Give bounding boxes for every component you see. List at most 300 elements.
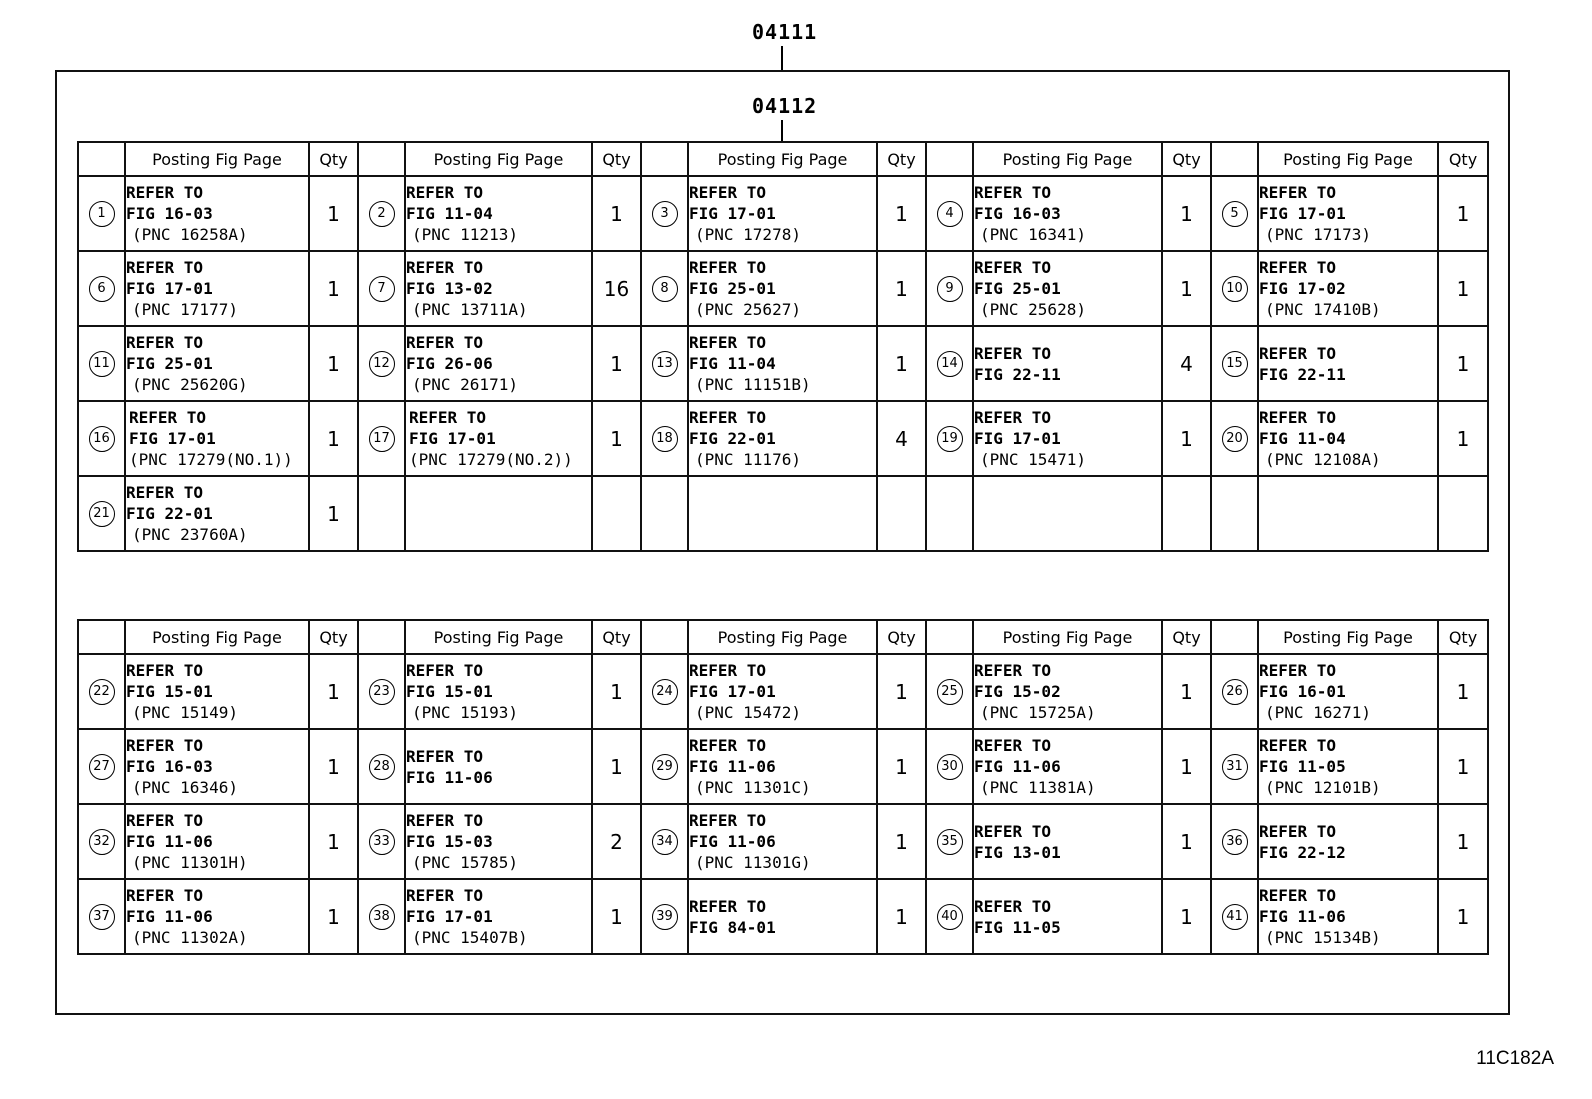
callout-number: 17: [369, 426, 395, 452]
qty-value: 1: [895, 351, 908, 376]
header-qty: Qty: [592, 142, 641, 176]
parts-table-1: [77, 141, 1489, 552]
callout-cell: [358, 804, 405, 879]
pnc-text: (PNC 15149): [132, 703, 238, 722]
header-blank: [641, 620, 688, 654]
callout-cell: [1211, 729, 1258, 804]
qty-cell: [309, 879, 358, 954]
qty-value: 1: [1456, 426, 1470, 451]
callout-number: 32: [89, 829, 115, 855]
header-row: [78, 142, 1488, 176]
fig-reference-text: FIG 26-06: [406, 354, 493, 373]
refer-to-text: REFER TO: [126, 483, 204, 502]
reference-cell: [125, 729, 309, 804]
reference-cell: [973, 401, 1162, 476]
callout-number: 27: [89, 754, 115, 780]
fig-reference-text: FIG 11-05: [974, 917, 1061, 937]
callout-cell: [358, 176, 405, 251]
qty-cell: [592, 476, 641, 551]
fig-reference-text: FIG 13-02: [406, 279, 493, 298]
callout-number: 35: [937, 829, 963, 855]
qty-cell: [1162, 804, 1211, 879]
qty-value: 1: [327, 201, 340, 226]
fig-reference-text: FIG 17-02: [1259, 279, 1346, 298]
callout-cell: [926, 176, 973, 251]
reference-cell: [688, 401, 877, 476]
header-qty: Qty: [877, 620, 926, 654]
qty-value: 1: [1456, 829, 1470, 854]
qty-cell: [1438, 401, 1488, 476]
fig-reference-text: FIG 11-06: [689, 832, 776, 851]
callout-cell: [358, 729, 405, 804]
refer-to-text: REFER TO: [409, 408, 487, 427]
refer-to-text: REFER TO: [1259, 661, 1337, 680]
fig-reference-text: FIG 22-11: [974, 364, 1061, 384]
pnc-text: (PNC 25620G): [132, 375, 248, 394]
qty-cell: [309, 401, 358, 476]
pnc-text: (PNC 26171): [412, 375, 518, 394]
callout-number: 4: [937, 201, 963, 227]
pnc-text: (PNC 15472): [695, 703, 801, 722]
fig-reference-text: FIG 17-01: [689, 204, 776, 223]
table-row: [78, 879, 1488, 954]
qty-value: 1: [327, 829, 340, 854]
callout-number: 30: [937, 754, 963, 780]
refer-to-text: REFER TO: [974, 661, 1052, 680]
callout-number: 16: [89, 426, 115, 452]
table-row: [78, 326, 1488, 401]
fig-reference-text: FIG 11-06: [126, 832, 213, 851]
callout-number: 2: [369, 201, 395, 227]
refer-to-text: REFER TO: [126, 183, 204, 202]
refer-to-text: REFER TO: [689, 258, 767, 277]
header-blank: [641, 142, 688, 176]
refer-to-text: REFER TO: [974, 821, 1052, 841]
refer-to-text: REFER TO: [689, 896, 767, 916]
qty-cell: [592, 804, 641, 879]
callout-number: 39: [652, 904, 678, 930]
pnc-text: (PNC 12108A): [1265, 450, 1381, 469]
callout-cell: [641, 326, 688, 401]
pnc-text: (PNC 15471): [980, 450, 1086, 469]
reference-cell: [1258, 401, 1438, 476]
qty-value: 1: [895, 904, 908, 929]
pnc-text: (PNC 15407B): [412, 928, 528, 947]
header-posting-fig-page: Posting Fig Page: [1258, 142, 1438, 176]
header-qty: Qty: [1438, 142, 1488, 176]
table-row: [78, 804, 1488, 879]
qty-value: 1: [610, 904, 623, 929]
qty-value: 1: [1180, 829, 1193, 854]
callout-number: 7: [369, 276, 395, 302]
qty-value: 1: [610, 426, 623, 451]
qty-value: 1: [610, 679, 623, 704]
qty-value: 1: [1180, 904, 1193, 929]
qty-cell: [592, 401, 641, 476]
fig-reference-text: FIG 11-04: [406, 204, 493, 223]
fig-reference-text: FIG 22-01: [126, 504, 213, 523]
top-leader-line: [781, 46, 783, 70]
header-blank: [1211, 620, 1258, 654]
header-posting-fig-page: Posting Fig Page: [125, 142, 309, 176]
qty-value: 1: [895, 679, 908, 704]
callout-number: 13: [652, 351, 678, 377]
pnc-text: (PNC 11381A): [980, 778, 1096, 797]
refer-to-text: REFER TO: [1259, 736, 1337, 755]
table-row: [78, 476, 1488, 551]
qty-cell: [1162, 326, 1211, 401]
pnc-text: (PNC 16271): [1265, 703, 1371, 722]
qty-value: 16: [603, 276, 630, 301]
qty-cell: [1162, 476, 1211, 551]
qty-value: 1: [1180, 426, 1193, 451]
qty-value: 1: [1180, 679, 1193, 704]
pnc-text: (PNC 15785): [412, 853, 518, 872]
callout-number: 28: [369, 754, 395, 780]
callout-number: 6: [89, 276, 115, 302]
qty-cell: [309, 654, 358, 729]
pnc-text: (PNC 15134B): [1265, 928, 1381, 947]
fig-reference-text: FIG 17-01: [126, 279, 213, 298]
reference-cell: [125, 251, 309, 326]
refer-to-text: REFER TO: [126, 886, 204, 905]
fig-reference-text: FIG 17-01: [129, 429, 216, 448]
pnc-text: (PNC 25627): [695, 300, 801, 319]
callout-cell: [1211, 804, 1258, 879]
reference-cell: [688, 326, 877, 401]
refer-to-text: REFER TO: [406, 661, 484, 680]
callout-number: 19: [937, 426, 963, 452]
table-row: [78, 729, 1488, 804]
pnc-text: (PNC 17173): [1265, 225, 1371, 244]
qty-value: 1: [610, 351, 623, 376]
fig-reference-text: FIG 11-06: [689, 757, 776, 776]
callout-number: 8: [652, 276, 678, 302]
pnc-text: (PNC 23760A): [132, 525, 248, 544]
header-qty: Qty: [1438, 620, 1488, 654]
pnc-text: (PNC 11301G): [695, 853, 811, 872]
callout-cell: [926, 804, 973, 879]
reference-cell: [405, 176, 592, 251]
fig-reference-text: FIG 11-05: [1259, 757, 1346, 776]
qty-value: 1: [610, 201, 623, 226]
fig-reference-text: FIG 15-01: [126, 682, 213, 701]
qty-cell: [1438, 176, 1488, 251]
header-blank: [78, 142, 125, 176]
callout-number: 33: [369, 829, 395, 855]
reference-cell: [125, 401, 309, 476]
callout-number: 41: [1222, 904, 1248, 930]
reference-cell: [1258, 729, 1438, 804]
pnc-text: (PNC 11301C): [695, 778, 811, 797]
qty-cell: [1162, 401, 1211, 476]
callout-cell: [78, 176, 125, 251]
reference-cell: [973, 326, 1162, 401]
callout-number: 22: [89, 679, 115, 705]
qty-value: 1: [895, 276, 908, 301]
qty-cell: [592, 326, 641, 401]
qty-cell: [1438, 879, 1488, 954]
reference-cell: [405, 401, 592, 476]
callout-cell: [78, 476, 125, 551]
qty-value: 1: [1456, 276, 1470, 301]
qty-cell: [1438, 804, 1488, 879]
qty-value: 1: [895, 829, 908, 854]
header-posting-fig-page: Posting Fig Page: [405, 142, 592, 176]
pnc-text: (PNC 15725A): [980, 703, 1096, 722]
qty-cell: [1162, 654, 1211, 729]
pnc-text: (PNC 16346): [132, 778, 238, 797]
callout-number: 1: [89, 201, 115, 227]
reference-cell: [1258, 326, 1438, 401]
refer-to-text: REFER TO: [974, 736, 1052, 755]
qty-value: 1: [327, 501, 340, 526]
pnc-text: (PNC 11213): [412, 225, 518, 244]
callout-number: 36: [1222, 829, 1248, 855]
qty-cell: [309, 804, 358, 879]
qty-value: 1: [895, 201, 908, 226]
reference-cell: [125, 654, 309, 729]
qty-value: 1: [895, 754, 908, 779]
fig-reference-text: FIG 11-06: [974, 757, 1061, 776]
refer-to-text: REFER TO: [1259, 821, 1337, 841]
callout-number: 18: [652, 426, 678, 452]
refer-to-text: REFER TO: [126, 258, 204, 277]
header-blank: [1211, 142, 1258, 176]
pnc-text: (PNC 11176): [695, 450, 801, 469]
callout-cell: [78, 729, 125, 804]
reference-cell: [405, 729, 592, 804]
header-blank: [78, 620, 125, 654]
reference-cell: [688, 476, 877, 551]
qty-cell: [1438, 251, 1488, 326]
reference-cell: [688, 251, 877, 326]
refer-to-text: REFER TO: [689, 333, 767, 352]
reference-cell: [1258, 879, 1438, 954]
callout-cell: [78, 251, 125, 326]
pnc-text: (PNC 11302A): [132, 928, 248, 947]
qty-cell: [309, 326, 358, 401]
qty-value: 1: [327, 904, 340, 929]
qty-value: 1: [1456, 904, 1470, 929]
qty-cell: [877, 654, 926, 729]
pnc-text: (PNC 17177): [132, 300, 238, 319]
inner-assembly-label: 04112: [752, 94, 818, 118]
qty-cell: [309, 251, 358, 326]
refer-to-text: REFER TO: [974, 343, 1052, 363]
header-posting-fig-page: Posting Fig Page: [125, 620, 309, 654]
callout-cell: [926, 729, 973, 804]
pnc-text: (PNC 17279(NO.1)): [129, 450, 293, 469]
fig-reference-text: FIG 13-01: [974, 842, 1061, 862]
fig-reference-text: FIG 11-06: [406, 767, 493, 787]
refer-to-text: REFER TO: [126, 811, 204, 830]
table-row: [78, 401, 1488, 476]
refer-to-text: REFER TO: [126, 736, 204, 755]
reference-cell: [1258, 654, 1438, 729]
callout-cell: [358, 476, 405, 551]
callout-cell: [1211, 251, 1258, 326]
refer-to-text: REFER TO: [974, 896, 1052, 916]
reference-cell: [973, 476, 1162, 551]
qty-cell: [1162, 176, 1211, 251]
callout-number: 15: [1222, 351, 1248, 377]
reference-cell: [125, 326, 309, 401]
qty-cell: [1438, 729, 1488, 804]
reference-cell: [973, 251, 1162, 326]
qty-value: 4: [895, 426, 908, 451]
qty-value: 2: [610, 829, 623, 854]
header-posting-fig-page: Posting Fig Page: [688, 142, 877, 176]
refer-to-text: REFER TO: [974, 258, 1052, 277]
header-row: [78, 620, 1488, 654]
reference-cell: [405, 654, 592, 729]
refer-to-text: REFER TO: [1259, 408, 1337, 427]
callout-number: 37: [89, 904, 115, 930]
refer-to-text: REFER TO: [1259, 343, 1337, 363]
fig-reference-text: FIG 22-12: [1259, 842, 1346, 862]
callout-number: 21: [89, 501, 115, 527]
callout-cell: [1211, 176, 1258, 251]
qty-value: 1: [327, 754, 340, 779]
callout-cell: [78, 654, 125, 729]
callout-cell: [641, 879, 688, 954]
reference-cell: [125, 804, 309, 879]
reference-cell: [405, 326, 592, 401]
callout-cell: [641, 176, 688, 251]
refer-to-text: REFER TO: [406, 258, 484, 277]
reference-cell: [405, 879, 592, 954]
header-posting-fig-page: Posting Fig Page: [688, 620, 877, 654]
qty-cell: [1162, 729, 1211, 804]
qty-value: 1: [1456, 754, 1470, 779]
refer-to-text: REFER TO: [126, 333, 204, 352]
callout-cell: [641, 401, 688, 476]
reference-cell: [125, 476, 309, 551]
callout-cell: [1211, 879, 1258, 954]
figure-code: 11C182A: [1476, 1048, 1554, 1069]
callout-number: 40: [937, 904, 963, 930]
fig-reference-text: FIG 15-02: [974, 682, 1061, 701]
callout-number: 11: [89, 351, 115, 377]
callout-number: 23: [369, 679, 395, 705]
pnc-text: (PNC 17410B): [1265, 300, 1381, 319]
qty-cell: [592, 176, 641, 251]
qty-cell: [592, 251, 641, 326]
qty-value: 4: [1180, 351, 1193, 376]
qty-value: 1: [1456, 351, 1470, 376]
callout-cell: [78, 326, 125, 401]
qty-cell: [1438, 654, 1488, 729]
reference-cell: [405, 251, 592, 326]
refer-to-text: REFER TO: [974, 408, 1052, 427]
qty-cell: [877, 401, 926, 476]
callout-number: 26: [1222, 679, 1248, 705]
table-row: [78, 251, 1488, 326]
reference-cell: [405, 804, 592, 879]
reference-cell: [688, 176, 877, 251]
fig-reference-text: FIG 16-03: [126, 204, 213, 223]
qty-value: 1: [1456, 201, 1470, 226]
reference-cell: [1258, 804, 1438, 879]
fig-reference-text: FIG 17-01: [974, 429, 1061, 448]
callout-number: 29: [652, 754, 678, 780]
fig-reference-text: FIG 15-03: [406, 832, 493, 851]
reference-cell: [405, 476, 592, 551]
header-qty: Qty: [309, 142, 358, 176]
callout-cell: [358, 251, 405, 326]
reference-cell: [1258, 176, 1438, 251]
qty-cell: [592, 879, 641, 954]
header-qty: Qty: [592, 620, 641, 654]
refer-to-text: REFER TO: [689, 183, 767, 202]
qty-value: 1: [1180, 754, 1193, 779]
header-blank: [358, 142, 405, 176]
fig-reference-text: FIG 25-01: [126, 354, 213, 373]
pnc-text: (PNC 16341): [980, 225, 1086, 244]
fig-reference-text: FIG 16-03: [126, 757, 213, 776]
callout-cell: [78, 804, 125, 879]
reference-cell: [973, 804, 1162, 879]
fig-reference-text: FIG 17-01: [409, 429, 496, 448]
callout-cell: [926, 251, 973, 326]
reference-cell: [973, 879, 1162, 954]
table-row: [78, 654, 1488, 729]
qty-value: 1: [327, 276, 340, 301]
callout-number: 12: [369, 351, 395, 377]
callout-number: 20: [1222, 426, 1248, 452]
refer-to-text: REFER TO: [406, 886, 484, 905]
qty-cell: [1438, 326, 1488, 401]
refer-to-text: REFER TO: [974, 183, 1052, 202]
callout-cell: [641, 251, 688, 326]
qty-value: 1: [327, 426, 340, 451]
qty-value: 1: [1180, 276, 1193, 301]
pnc-text: (PNC 12101B): [1265, 778, 1381, 797]
reference-cell: [1258, 251, 1438, 326]
reference-cell: [125, 176, 309, 251]
refer-to-text: REFER TO: [689, 661, 767, 680]
qty-value: 1: [610, 754, 623, 779]
fig-reference-text: FIG 11-04: [689, 354, 776, 373]
header-blank: [358, 620, 405, 654]
pnc-text: (PNC 17278): [695, 225, 801, 244]
top-assembly-label: 04111: [752, 20, 818, 44]
callout-number: 34: [652, 829, 678, 855]
callout-cell: [926, 476, 973, 551]
pnc-text: (PNC 15193): [412, 703, 518, 722]
refer-to-text: REFER TO: [406, 183, 484, 202]
callout-cell: [1211, 326, 1258, 401]
reference-cell: [688, 729, 877, 804]
inner-leader-line: [781, 120, 783, 142]
callout-number: 3: [652, 201, 678, 227]
header-posting-fig-page: Posting Fig Page: [405, 620, 592, 654]
reference-cell: [688, 804, 877, 879]
reference-cell: [973, 176, 1162, 251]
callout-cell: [1211, 401, 1258, 476]
callout-number: 9: [937, 276, 963, 302]
qty-cell: [592, 654, 641, 729]
fig-reference-text: FIG 25-01: [974, 279, 1061, 298]
fig-reference-text: FIG 11-04: [1259, 429, 1346, 448]
reference-cell: [125, 879, 309, 954]
fig-reference-text: FIG 17-01: [689, 682, 776, 701]
callout-cell: [78, 401, 125, 476]
callout-cell: [926, 326, 973, 401]
fig-reference-text: FIG 22-01: [689, 429, 776, 448]
refer-to-text: REFER TO: [1259, 183, 1337, 202]
